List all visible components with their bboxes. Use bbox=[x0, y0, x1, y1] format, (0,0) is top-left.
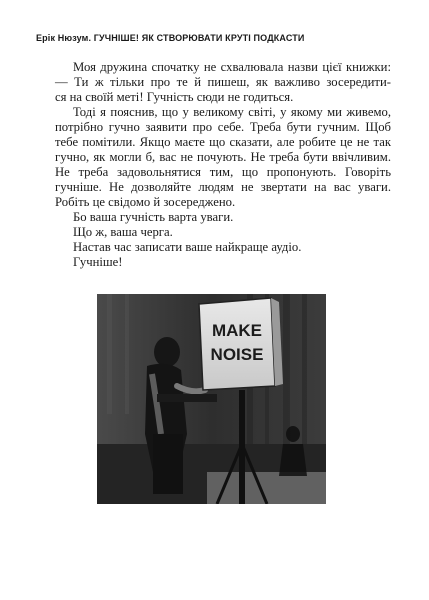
desk-top bbox=[157, 394, 217, 402]
text-line: гучніше. Не дозволяйте людям не звертати на вас уваги. bbox=[55, 180, 391, 194]
text-line: Гучніше! bbox=[73, 255, 123, 269]
text-line: Настав час записати ваше найкраще аудіо. bbox=[73, 240, 302, 254]
text-line: тебе помітили. Якщо маєте що сказати, але робите це не так bbox=[55, 135, 391, 149]
text-line: Що ж, ваша черга. bbox=[73, 225, 173, 239]
text-line: Не треба задовольнятися тим, що пропонують. Говоріть bbox=[55, 165, 391, 179]
text-line: Тоді я пояснив, що у великому світі, у якому ми живемо, bbox=[73, 105, 391, 119]
text-line: потрібно гучно заявити про себе. Треба бути гучним. Щоб bbox=[55, 120, 391, 134]
sign-line-2: NOISE bbox=[210, 345, 264, 364]
running-head: Ерік Нюзум. ГУЧНІШЕ! ЯК СТВОРЮВАТИ КРУТІ ПОДКАСТИ bbox=[36, 33, 305, 43]
text-line: Робіть це свідомо й зосереджено. bbox=[55, 195, 236, 209]
text-line: ся на своїй меті! Гучність сюди не годиться. bbox=[55, 90, 294, 104]
text-line: Бо ваша гучність варта уваги. bbox=[73, 210, 234, 224]
body-text bbox=[55, 60, 391, 270]
photo-illustration bbox=[97, 294, 326, 504]
sign-line-1: MAKE bbox=[211, 321, 263, 340]
text-line: — Ти ж тільки про те й пишеш, як важливо зосередити- bbox=[55, 75, 391, 89]
text-line: гучно, як могли б, вас не почують. Не треба бути ввічливим. bbox=[55, 150, 391, 164]
make-noise-sign bbox=[199, 298, 283, 390]
text-line: Моя дружина спочатку не схвалювала назви цієї книжки: bbox=[73, 60, 391, 74]
photo-make-noise-sign bbox=[97, 294, 326, 504]
